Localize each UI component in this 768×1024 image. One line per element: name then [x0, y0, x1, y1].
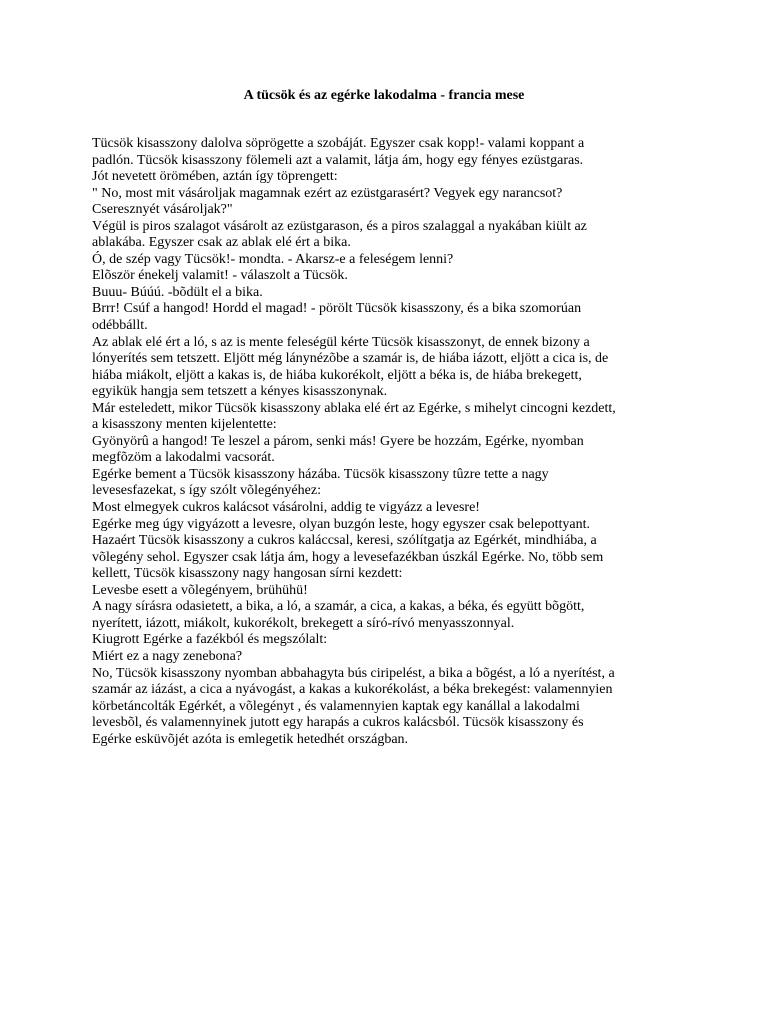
text-line: Egérke bement a Tücsök kisasszony házába. Tücsök kisasszony tûzre tette a nagy — [92, 466, 549, 482]
text-line: Végül is piros szalagot vásárolt az ezüstgarason, és a piros szalaggal a nyakában kiült az — [92, 218, 587, 234]
text-line: a kisasszony menten kijelentette: — [92, 417, 277, 433]
text-line: levesesfazekat, s így szólt võlegényéhez: — [92, 483, 321, 499]
text-line: A nagy sírásra odasietett, a bika, a ló, a szamár, a cica, a kakas, a béka, és együtt bõgött, — [92, 599, 585, 615]
text-line: Most elmegyek cukros kalácsot vásárolni, addig te vigyázz a levesre! — [92, 500, 480, 516]
text-line: " No, most mit vásároljak magamnak ezért az ezüstgarasért? Vegyek egy narancsot? — [92, 185, 563, 201]
text-line: szamár az iázást, a cica a nyávogást, a kakas a kukorékolást, a béka brekegést: valamennyien — [92, 682, 613, 698]
text-line: kellett, Tücsök kisasszony nagy hangosan sírni kezdett: — [92, 566, 403, 582]
text-line: lónyerítés sem tetszett. Eljött még lánynézõbe a szamár is, de hiába iázott, eljött a cica is, de — [92, 351, 609, 367]
text-line: Egérke esküvõjét azóta is emlegetik hetedhét országban. — [92, 731, 409, 747]
text-line: odébbállt. — [92, 318, 148, 334]
text-line: egyikük hangja sem tetszett a kényes kisasszonynak. — [92, 384, 388, 400]
story-body — [92, 136, 692, 748]
text-line: megfõzöm a lakodalmi vacsorát. — [92, 450, 275, 466]
text-line: Brrr! Csúf a hangod! Hordd el magad! - pörölt Tücsök kisasszony, és a bika szomorúan — [92, 301, 582, 317]
text-line: Tücsök kisasszony dalolva söprögette a szobáját. Egyszer csak kopp!- valami koppant a — [92, 136, 585, 151]
text-line: võlegény sehol. Egyszer csak látja ám, hogy a levesefazékban úszkál Egérke. No, több sem — [92, 549, 604, 565]
text-line: Egérke meg úgy vigyázott a levesre, olyan buzgón leste, hogy egyszer csak belepottyant. — [92, 516, 590, 532]
text-line: padlón. Tücsök kisasszony fölemeli azt a valamit, látja ám, hogy egy fényes ezüstgaras. — [92, 152, 584, 168]
text-line: Miért ez a nagy zenebona? — [92, 648, 243, 664]
text-line: Cseresznyét vásároljak?" — [92, 202, 233, 218]
text-line: Az ablak elé ért a ló, s az is mente feleségül kérte Tücsök kisasszonyt, de ennek bizony a — [92, 334, 590, 350]
text-line: Hazaért Tücsök kisasszony a cukros kaláccsal, keresi, szólítgatja az Egérkét, mindhiába, a — [92, 533, 597, 549]
text-line: Elõször énekelj valamit! - válaszolt a Tücsök. — [92, 268, 348, 284]
text-line: Ó, de szép vagy Tücsök!- mondta. - Akarsz-e a feleségem lenni? — [92, 251, 454, 267]
page-title: A tücsök és az egérke lakodalma - francia mese — [243, 88, 525, 103]
text-line: nyerített, iázott, miákolt, kukorékolt, brekegett a síró-rívó menyasszonnyal. — [92, 615, 515, 631]
text-line: ablakába. Egyszer csak az ablak elé ért a bika. — [92, 235, 351, 251]
text-line: Levesbe esett a võlegényem, brühühü! — [92, 582, 308, 598]
text-line: hiába miákolt, eljött a kakas is, de hiába kukorékolt, eljött a béka is, de hiába brekegett, — [92, 367, 582, 383]
text-line: levesbõl, és valamennyinek jutott egy harapás a cukros kalácsból. Tücsök kisasszony és — [92, 715, 584, 731]
text-line: Jót nevetett örömében, aztán így töprengett: — [92, 169, 338, 185]
text-line: Már esteledett, mikor Tücsök kisasszony ablaka elé ért az Egérke, s mihelyt cincogni kezdett, — [92, 400, 616, 416]
text-line: Gyönyörû a hangod! Te leszel a párom, senki más! Gyere be hozzám, Egérke, nyomban — [92, 433, 584, 449]
text-line: No, Tücsök kisasszony nyomban abbahagyta bús ciripelést, a bika a bõgést, a ló a nyerítést, a — [92, 665, 615, 681]
text-line: körbetáncolták Egérkét, a võlegényt , és valamennyien kaptak egy kanállal a lakodalmi — [92, 698, 580, 714]
text-line: Buuu- Búúú. -bõdült el a bika. — [92, 284, 263, 300]
text-line: Kiugrott Egérke a fazékból és megszólalt: — [92, 632, 328, 648]
